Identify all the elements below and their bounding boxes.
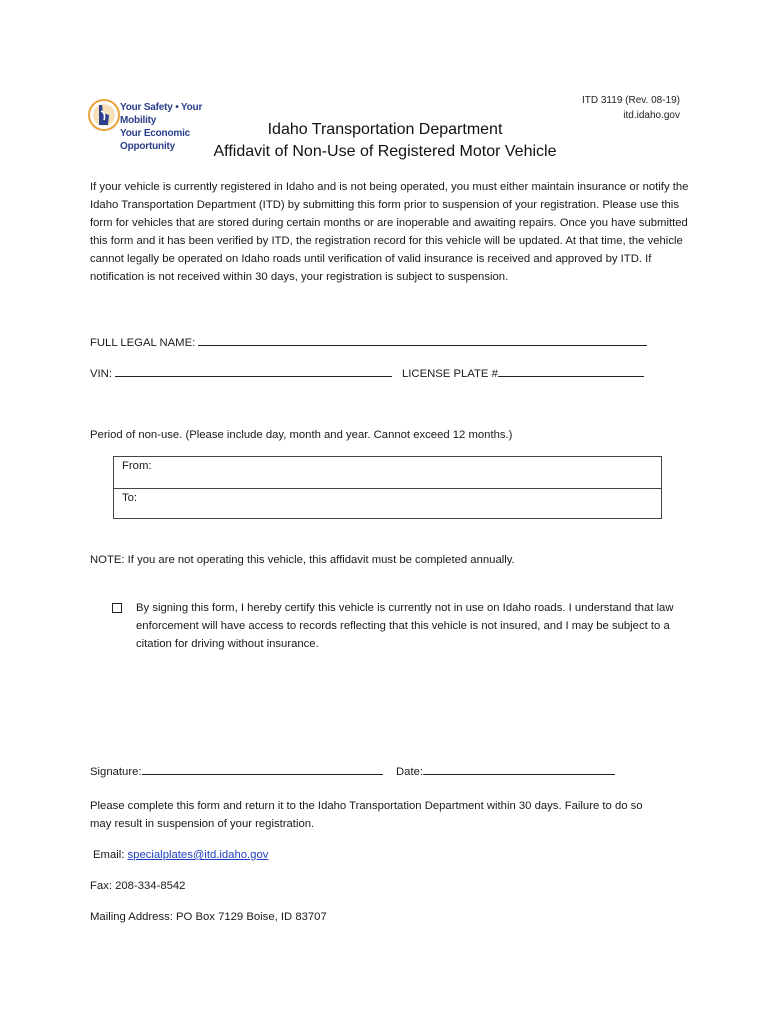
website: itd.idaho.gov	[623, 110, 680, 121]
full-legal-name-input[interactable]	[198, 333, 647, 346]
license-plate-row	[402, 364, 644, 380]
license-plate-input[interactable]	[498, 364, 644, 377]
from-label: From:	[122, 460, 152, 472]
certification-text: By signing this form, I hereby certify this vehicle is currently not in use on Idaho roads. I understand that law enforcement will have access to records reflecting that this vehicle is not insured, and I may be subject to a citation for driving without insurance.	[136, 602, 674, 650]
email-label: Email:	[93, 849, 125, 861]
form-title: Affidavit of Non-Use of Registered Motor Vehicle	[213, 143, 557, 160]
vin-input[interactable]	[115, 364, 392, 377]
date-row	[396, 762, 615, 778]
from-field[interactable]	[114, 457, 661, 488]
date-input[interactable]	[423, 762, 615, 775]
tagline-line2: Your Economic Opportunity	[120, 128, 191, 152]
to-label: To:	[122, 492, 138, 504]
fax-number: Fax: 208-334-8542	[90, 880, 186, 892]
certification-checkbox[interactable]	[112, 603, 122, 613]
full-legal-name-row	[90, 333, 647, 349]
signature-label: Signature:	[90, 766, 142, 778]
date-label: Date:	[396, 766, 424, 778]
tagline-line1: Your Safety • Your Mobility	[120, 102, 203, 126]
email-row	[93, 846, 268, 864]
to-field[interactable]	[114, 488, 661, 519]
vin-label: VIN:	[90, 368, 112, 380]
return-instructions: Please complete this form and return it to the Idaho Transportation Department within 30 days. Failure to do so may result in suspension of your registration.	[90, 800, 643, 830]
period-box	[113, 456, 662, 519]
email-link[interactable]: specialplates@itd.idaho.gov	[127, 849, 269, 861]
form-id-block	[582, 93, 680, 123]
signature-input[interactable]	[142, 762, 383, 775]
vin-row	[90, 364, 392, 380]
department-title: Idaho Transportation Department	[267, 121, 503, 138]
intro-paragraph: If your vehicle is currently registered in Idaho and is not being operated, you must either maintain insurance or notify the Idaho Transportation Department (ITD) by submitting this form prior to suspension of your registration. Please use this form for vehicles that are stored during certain months or are inoperable and awaiting repairs. Once you have submitted this form and it has been verified by ITD, the registration record for this vehicle will be updated. At that time, the vehicle cannot legally be operated on Idaho roads until verification of valid insurance is received and approved by ITD. If notification is not received within 30 days, your registration is subject to suspension.	[90, 181, 689, 283]
form-number: ITD 3119 (Rev. 08-19)	[581, 95, 680, 106]
period-instruction: Period of non-use. (Please include day, month and year. Cannot exceed 12 months.)	[90, 429, 513, 441]
signature-row	[90, 762, 383, 778]
license-plate-label: LICENSE PLATE #	[402, 368, 498, 380]
full-legal-name-label: FULL LEGAL NAME:	[90, 337, 196, 349]
annual-note: NOTE: If you are not operating this vehicle, this affidavit must be completed annually.	[90, 554, 515, 566]
mailing-address: Mailing Address: PO Box 7129 Boise, ID 83707	[90, 911, 327, 923]
